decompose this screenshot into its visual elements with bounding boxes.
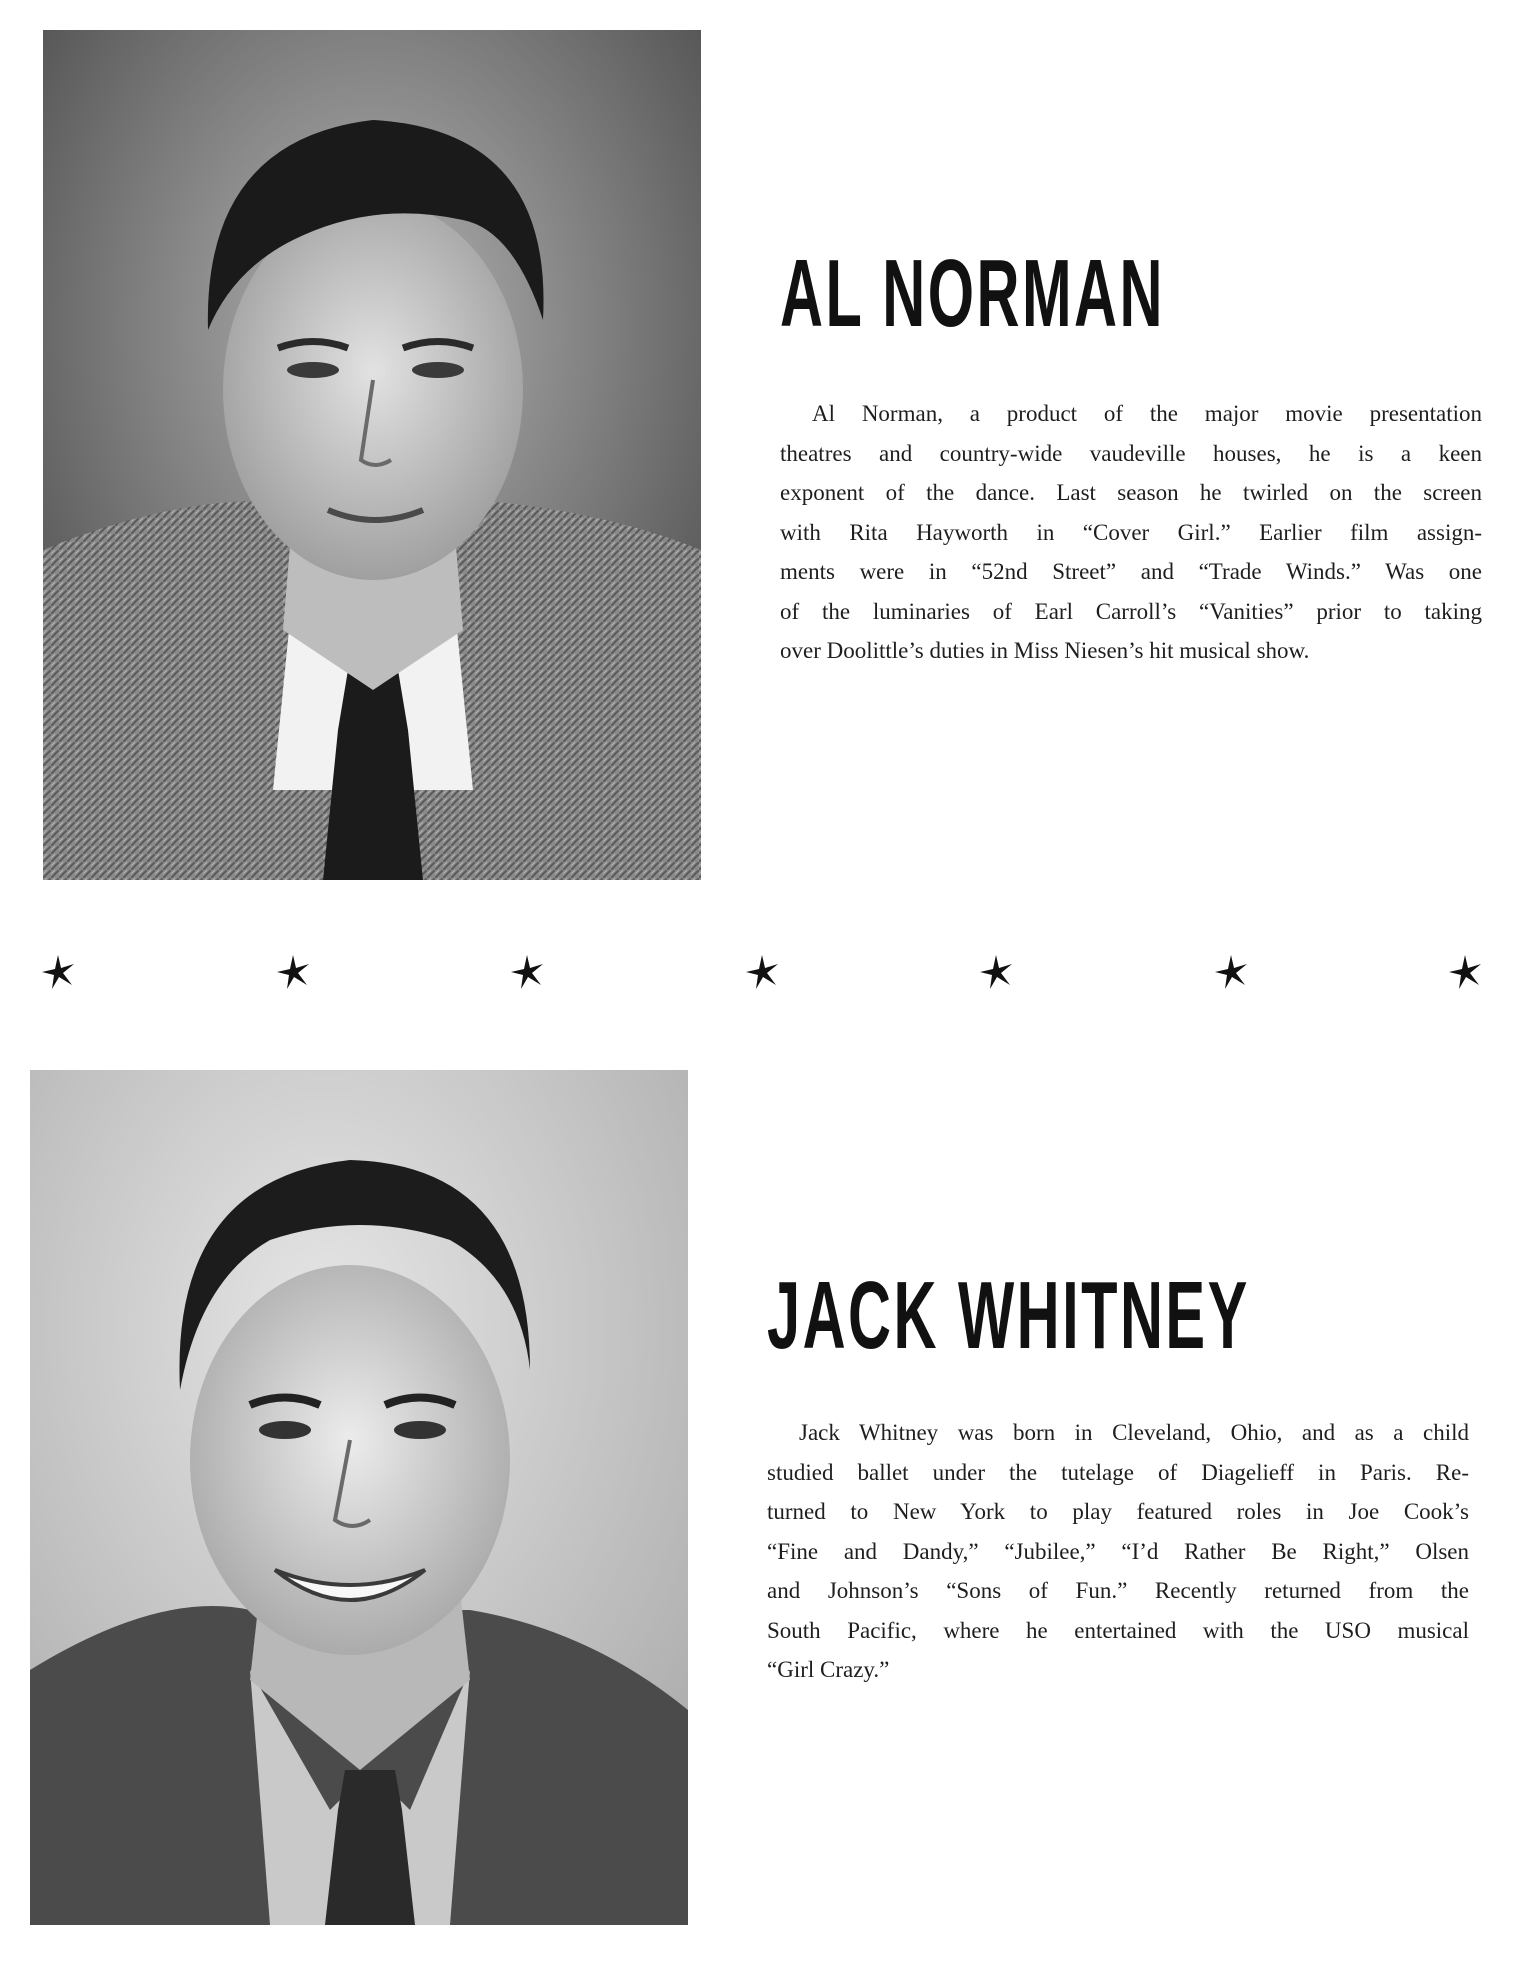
bio-line: Al Norman, a product of the major movie presentation: [812, 401, 1482, 426]
bio-line: studied ballet under the tutelage of Diagelieff in Paris. Re-: [767, 1459, 1469, 1485]
bio-paragraph-al-norman: [780, 394, 1482, 671]
star-icon: [273, 952, 313, 992]
bio-line: exponent of the dance. Last season he twirled on the screen: [780, 480, 1482, 505]
performer-name-jack-whitney: JACK WHITNEY: [767, 1262, 1250, 1369]
bio-line: “Fine and Dandy,” “Jubilee,” “I’d Rather Be Right,” Olsen: [767, 1538, 1469, 1564]
performer-name-al-norman: AL NORMAN: [780, 240, 1165, 347]
star-icon: [1211, 952, 1251, 992]
bio-line: and Johnson’s “Sons of Fun.” Recently returned from the: [767, 1578, 1469, 1603]
star-icon: [976, 952, 1016, 992]
bio-line: South Pacific, where he entertained with the USO musical: [767, 1617, 1469, 1643]
bio-line: of the luminaries of Earl Carroll’s “Vanities” prior to taking: [780, 598, 1482, 624]
bio-paragraph-jack-whitney: [767, 1413, 1469, 1690]
bio-line: “Girl Crazy.”: [767, 1657, 890, 1682]
star-icon: [38, 952, 78, 992]
portrait-photo-al-norman: [43, 30, 701, 880]
bio-line: turned to New York to play featured roles in Joe Cook’s: [767, 1499, 1469, 1524]
star-divider: [0, 952, 1519, 1002]
star-icon: [1445, 952, 1485, 992]
portrait-photo-jack-whitney: [30, 1070, 688, 1925]
bio-line: Jack Whitney was born in Cleveland, Ohio, and as a child: [799, 1420, 1469, 1445]
bio-line: ments were in “52nd Street” and “Trade Winds.” Was one: [780, 559, 1482, 584]
bio-line: theatres and country-wide vaudeville houses, he is a keen: [780, 440, 1482, 466]
bio-line: with Rita Hayworth in “Cover Girl.” Earlier film assign-: [780, 519, 1482, 545]
star-icon: [507, 952, 547, 992]
star-icon: [742, 952, 782, 992]
bio-line: over Doolittle’s duties in Miss Niesen’s hit musical show.: [780, 638, 1310, 663]
